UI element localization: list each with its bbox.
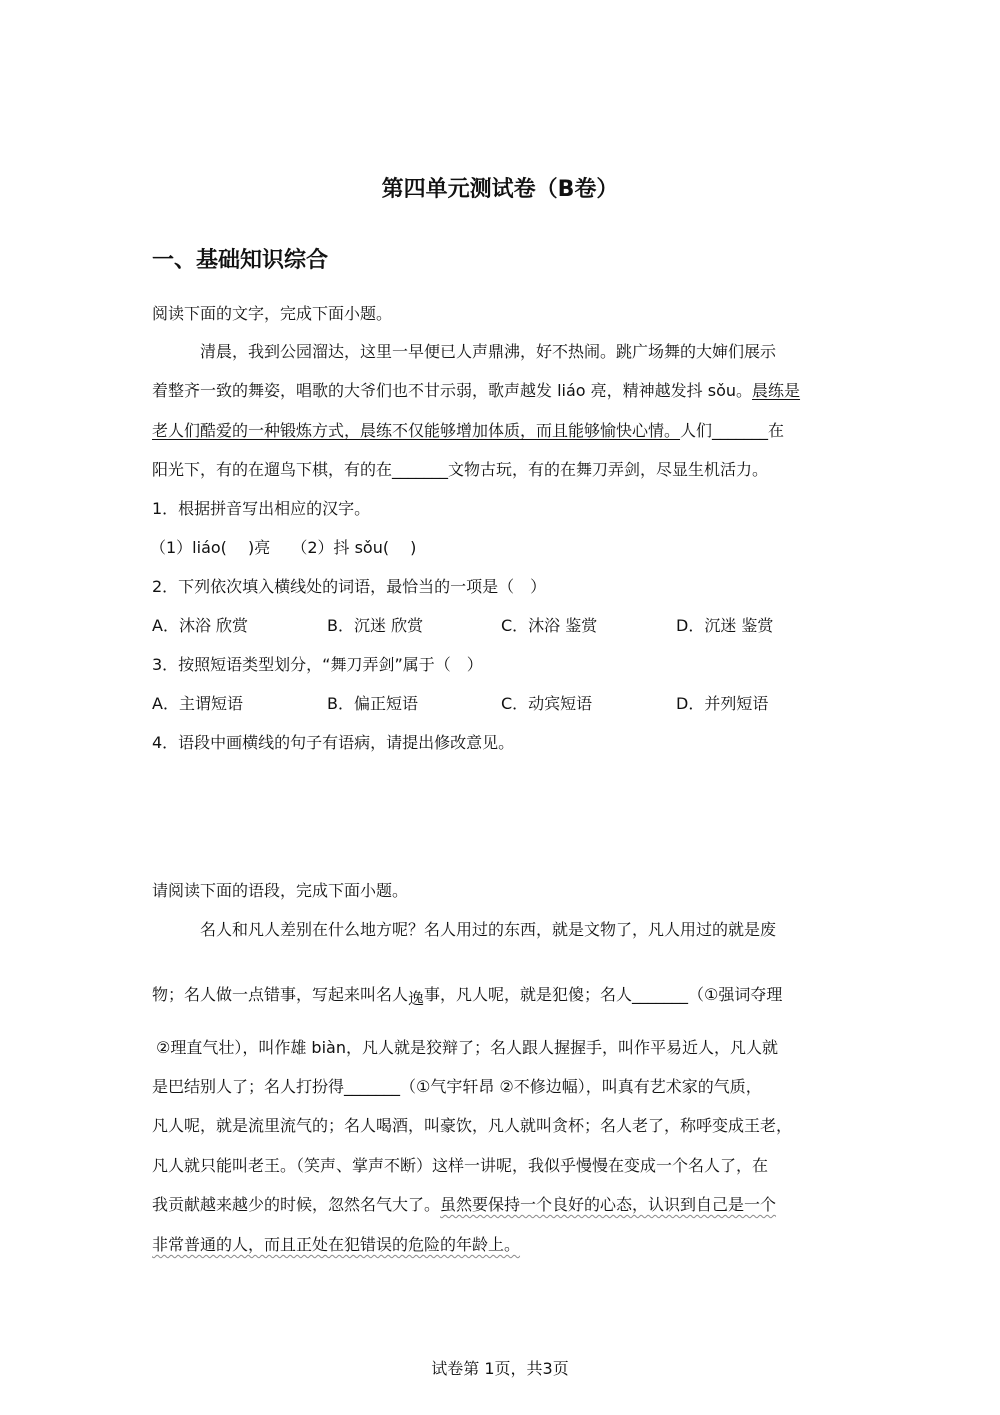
question-2-stem: 2．下列依次填入横线处的词语，最恰当的一项是（ ）	[152, 577, 547, 596]
passage2-line	[152, 1234, 520, 1256]
question-2-option-a: A．沐浴 欣赏	[152, 616, 249, 635]
underlined-sentence: 老人们酷爱的一种锻炼方式，晨练不仅能够增加体质，而且能够愉快心情。	[152, 421, 681, 440]
question-2-option-b: B．沉迷 欣赏	[327, 616, 424, 635]
passage2-line: 名人和凡人差别在什么地方呢？名人用过的东西，就是文物了，凡人用过的就是废	[200, 920, 777, 939]
passage1-text: 着整齐一致的舞姿，唱歌的大爷们也不甘示弱，歌声越发 liáo 亮，精神越发抖 sǒu。	[152, 381, 753, 400]
passage2-line	[152, 984, 782, 1006]
question-1-items: （1）liáo( )亮 （2）抖 sǒu( )	[150, 538, 417, 557]
question-2-option-c: C．沐浴 鉴赏	[501, 616, 598, 635]
page-footer: 试卷第 1页，共3页	[431, 1359, 569, 1378]
dotted-char: 逸	[408, 989, 425, 1008]
question-3-option-a: A．主谓短语	[152, 694, 243, 713]
wavy-underlined-sentence: 非常普通的人，而且正处在犯错误的危险的年龄上。	[152, 1235, 521, 1254]
passage1-intro: 阅读下面的文字，完成下面小题。	[152, 304, 393, 323]
passage1-line	[152, 420, 784, 442]
question-3-option-c: C．动宾短语	[501, 694, 593, 713]
page-title: 第四单元测试卷（B卷）	[381, 177, 619, 202]
passage1-line: 阳光下，有的在遛鸟下棋，有的在_______文物古玩，有的在舞刀弄剑，尽显生机活力。	[152, 460, 769, 479]
question-3-option-d: D．并列短语	[676, 694, 769, 713]
wavy-underlined-sentence: 虽然要保持一个良好的心态，认识到自己是一个	[440, 1195, 777, 1214]
passage1-line: 清晨，我到公园溜达，这里一早便已人声鼎沸，好不热闹。跳广场舞的大婶们展示	[200, 342, 777, 361]
question-3-stem: 3．按照短语类型划分，“舞刀弄剑”属于（ ）	[152, 655, 483, 674]
passage2-text: 物；名人做一点错事，写起来叫名人	[152, 985, 409, 1004]
underlined-sentence: 晨练是	[752, 381, 801, 400]
passage1-text: 人们_______在	[680, 421, 785, 440]
passage2-intro: 请阅读下面的语段，完成下面小题。	[152, 881, 409, 900]
passage1-line	[152, 380, 800, 402]
passage2-line: ②理直气壮），叫作雄 biàn，凡人就是狡辩了；名人跟人握握手，叫作平易近人，凡人就	[156, 1038, 778, 1057]
passage2-line: 凡人就只能叫老王。（笑声、掌声不断）这样一讲呢，我似乎慢慢在变成一个名人了，在	[152, 1156, 769, 1175]
passage2-line	[152, 1194, 776, 1216]
question-4-stem: 4．语段中画横线的句子有语病，请提出修改意见。	[152, 733, 515, 752]
question-1-stem: 1．根据拼音写出相应的汉字。	[152, 499, 371, 518]
section-heading: 一、基础知识综合	[152, 248, 329, 273]
question-2-option-d: D．沉迷 鉴赏	[676, 616, 774, 635]
passage2-text: 我贡献越来越少的时候，忽然名气大了。	[152, 1195, 441, 1214]
passage2-line: 是巴结别人了；名人打扮得_______（①气宇轩昂 ②不修边幅），叫真有艺术家的气质，	[152, 1077, 762, 1096]
passage2-text: 事，凡人呢，就是犯傻；名人_______（①强词夺理	[424, 985, 783, 1004]
question-3-option-b: B．偏正短语	[327, 694, 418, 713]
passage2-line: 凡人呢，就是流里流气的；名人喝酒，叫豪饮，凡人就叫贪杯；名人老了，称呼变成王老，	[152, 1116, 793, 1135]
